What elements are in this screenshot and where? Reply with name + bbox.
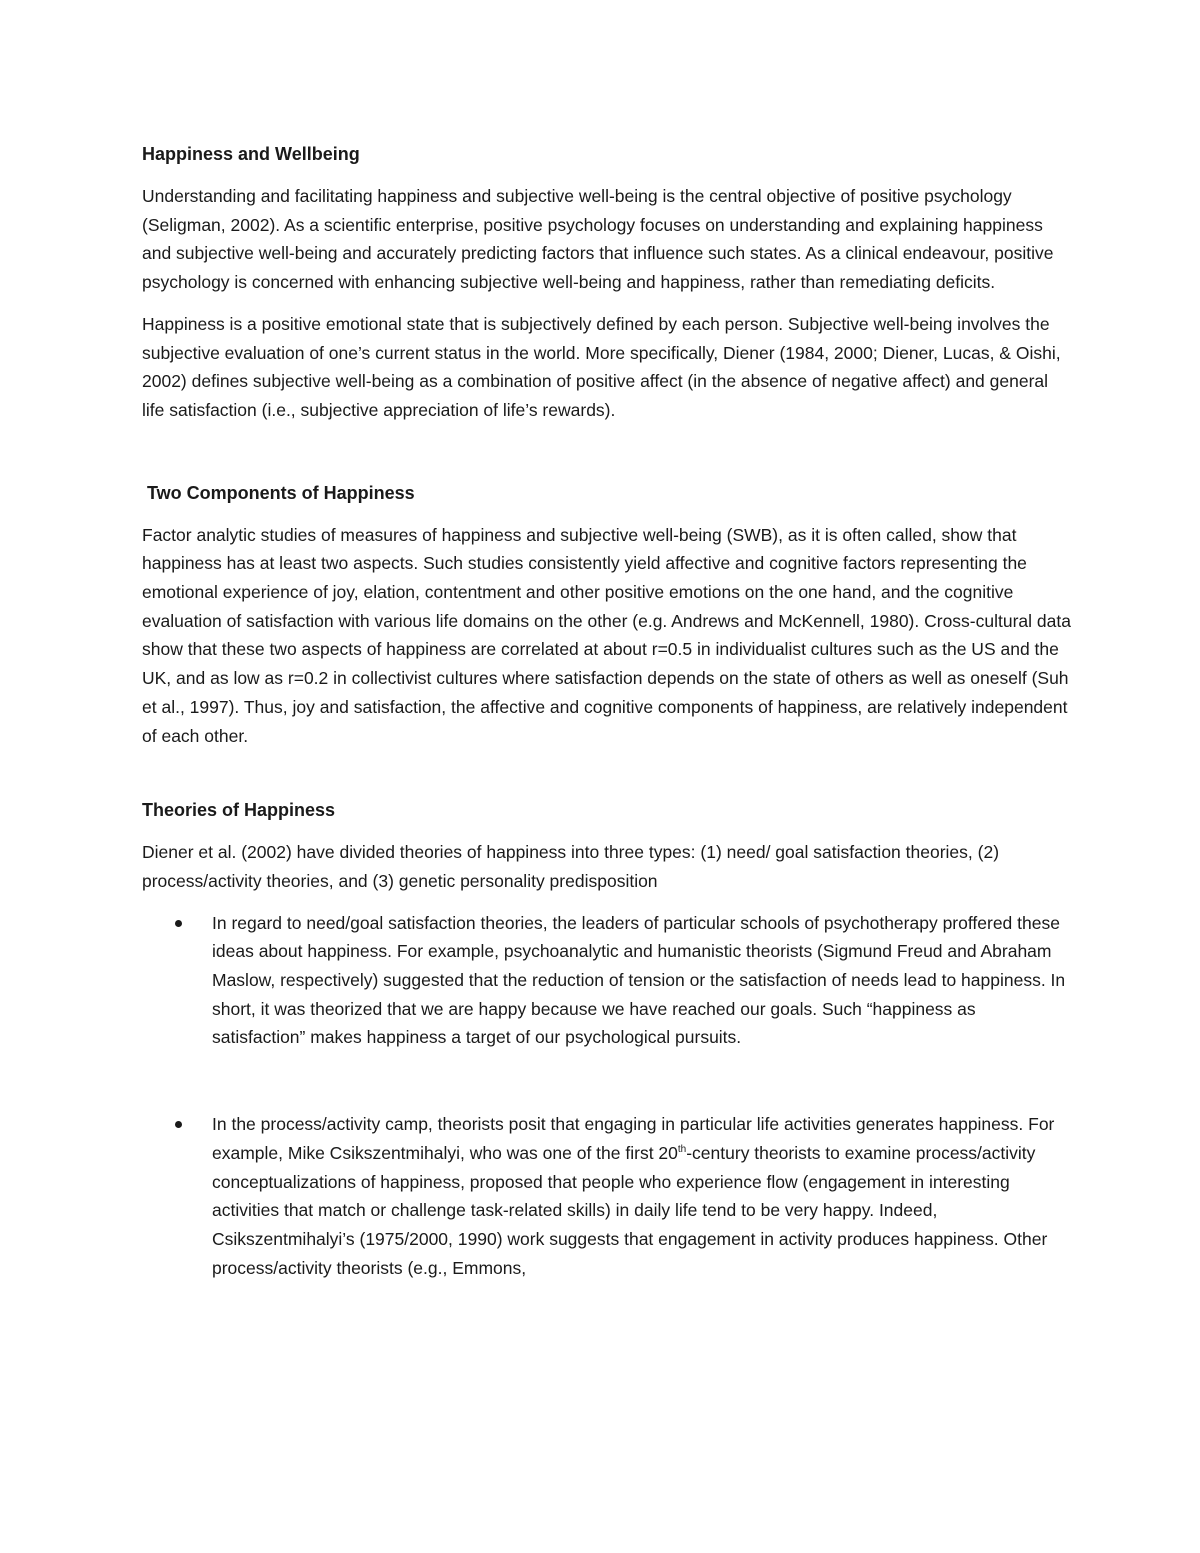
bullet-text-need-goal: In regard to need/goal satisfaction theories, the leaders of particular schools of psychotherapy proffered these ideas about happiness. For example, psychoanalytic and humanistic theorists (Sigmund Freud and Abraham Maslow, respectively) suggested that the reduction of tension or the satisfaction of needs lead to happiness. In short, it was theorized that we are happy because we have reached our goals. Such “happiness as satisfaction” makes happiness a target of our psychological pursuits. bbox=[212, 912, 1066, 1048]
list-spacer bbox=[142, 1052, 1072, 1110]
paragraph-positive-psychology: Understanding and facilitating happiness and subjective well-being is the central objective of positive psychology (Seligman, 2002). As a scientific enterprise, positive psychology focuses on understanding and explaining happiness and subjective well-being and accurately predicting factors that influence such states. As a clinical endeavour, positive psychology is concerned with enhancing subjective well-being and happiness, rather than remediating deficits. bbox=[142, 186, 1054, 293]
paragraph-subjective-wellbeing: Happiness is a positive emotional state that is subjectively defined by each person. Subjective well-being involves the subjective evaluation of one’s current status in the world. More specifically, Diener (1984, 2000; Diener, Lucas, & Oishi, 2002) defines subjective well-being as a combination of positive affect (in the absence of negative affect) and general life satisfaction (i.e., subjective appreciation of life’s rewards). bbox=[142, 313, 1061, 420]
theories-bullet-list bbox=[142, 909, 1072, 1283]
bullet-text-process-activity-part2: -century theorists to examine process/activity conceptualizations of happiness, proposed that people who experience flow (engagement in interesting activities that match or challenge task-related skills) in daily life tend to be very happy. Indeed, Csikszentmihalyi’s (1975/2000, 1990) work suggests that engagement in activity produces happiness. Other process/activity theorists (e.g., Emmons, bbox=[212, 1142, 1048, 1278]
list-item bbox=[142, 909, 1072, 1053]
ordinal-superscript: th bbox=[677, 1144, 687, 1156]
document-page bbox=[142, 140, 1072, 1282]
bullet-text-process-activity-part1: In the process/activity camp, theorists posit that engaging in particular life activities generates happiness. For example, Mike Csikszentmihalyi, who was one of the first 20 bbox=[212, 1114, 1055, 1163]
paragraph-factor-analytic-studies: Factor analytic studies of measures of happiness and subjective well-being (SWB), as it is often called, show that happiness has at least two aspects. Such studies consistently yield affective and cognitive factors representing the emotional experience of joy, elation, contentment and other positive emotions on the one hand, and the cognitive evaluation of satisfaction with various life domains on the other (e.g. Andrews and McKennell, 1980). Cross-cultural data show that these two aspects of happiness are correlated at about r=0.5 in individualist cultures such as the US and the UK, and as low as r=0.2 in collectivist cultures where satisfaction depends on the state of others as well as oneself (Suh et al., 1997). Thus, joy and satisfaction, the affective and cognitive components of happiness, are relatively independent of each other. bbox=[142, 524, 1071, 746]
bullet-icon bbox=[175, 1121, 182, 1128]
section-heading-theories: Theories of Happiness bbox=[142, 800, 336, 821]
bullet-icon bbox=[175, 920, 182, 927]
list-item bbox=[142, 1110, 1072, 1282]
section-heading-two-components: Two Components of Happiness bbox=[142, 482, 415, 503]
paragraph-theory-types: Diener et al. (2002) have divided theories of happiness into three types: (1) need/ goal satisfaction theories, (2) process/activity theories, and (3) genetic personality predisposition bbox=[142, 842, 1000, 891]
section-heading-happiness-wellbeing: Happiness and Wellbeing bbox=[142, 144, 360, 164]
